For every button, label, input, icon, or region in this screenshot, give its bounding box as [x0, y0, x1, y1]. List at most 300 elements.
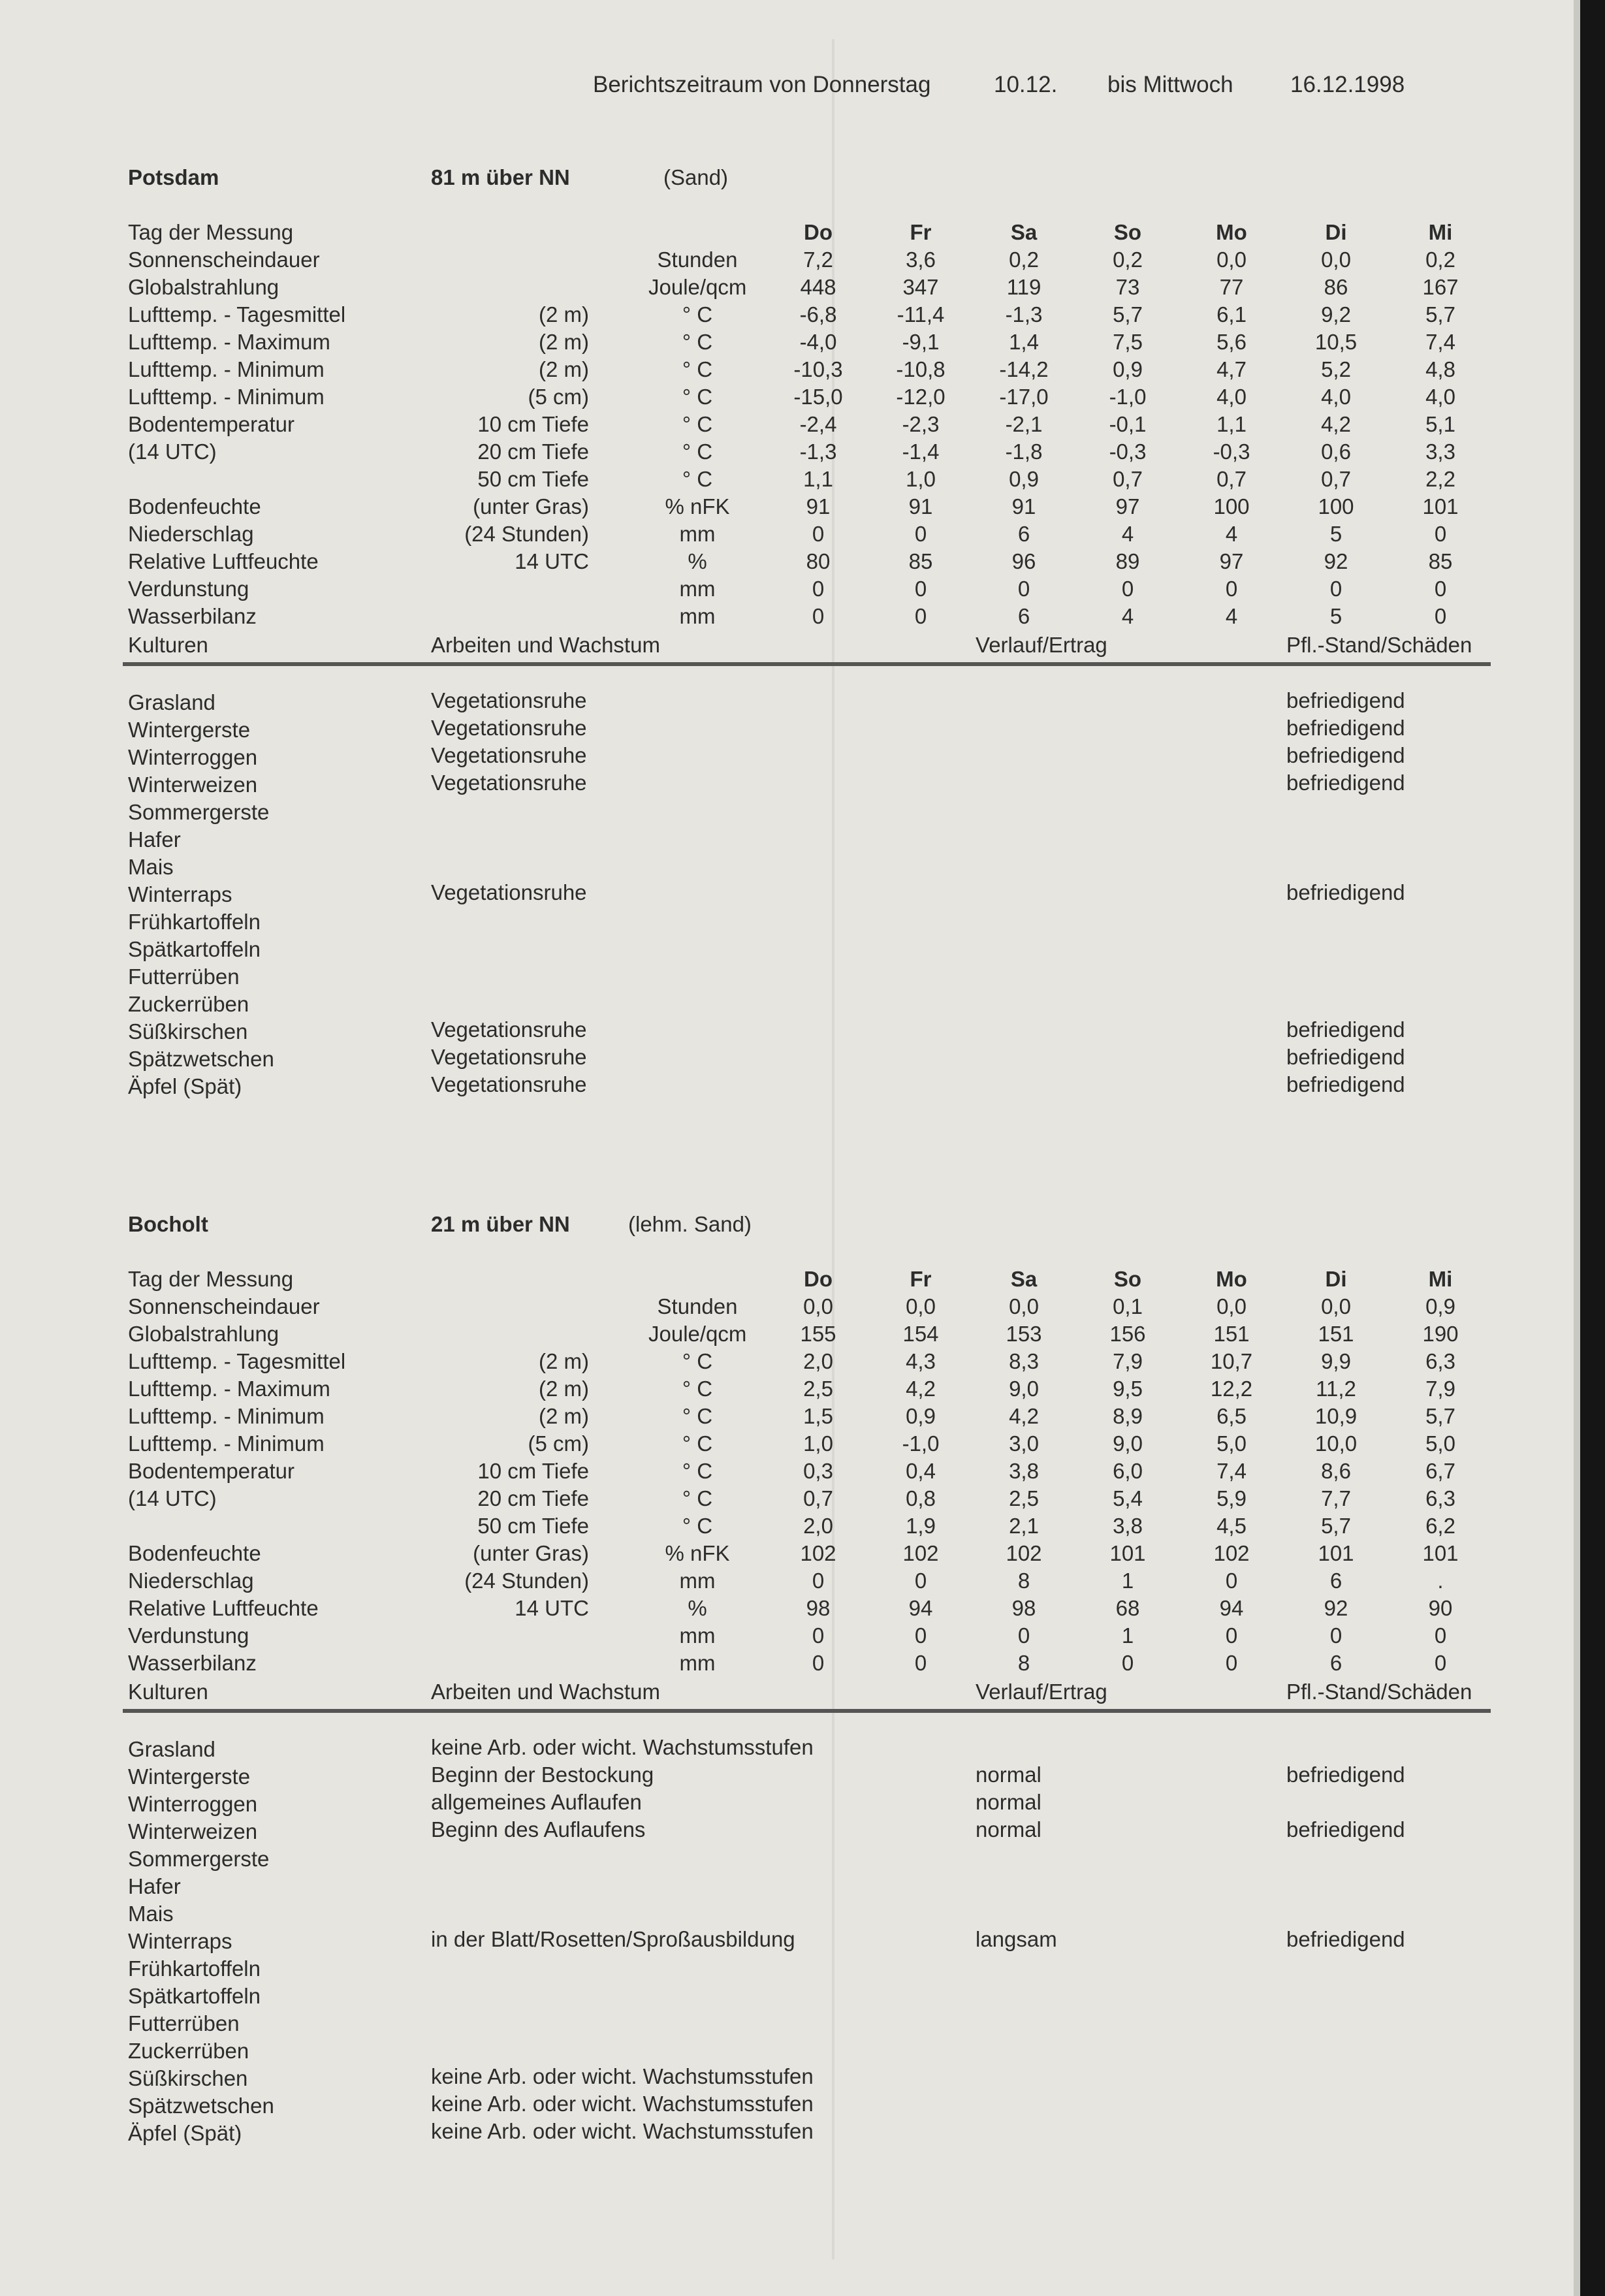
crops-col-verlauf: Verlauf/Ertrag	[976, 1680, 1107, 1704]
meteo-unit: % nFK	[665, 494, 730, 518]
meteo-value: 9,0	[1113, 1431, 1143, 1456]
meteo-value: 101	[1318, 1541, 1354, 1565]
meteo-value: 0	[1434, 1623, 1447, 1648]
station-name: Bocholt	[128, 1212, 208, 1236]
meteo-value: 5,7	[1425, 1404, 1455, 1428]
meteo-value: 0	[914, 604, 927, 628]
meteo-value: 3,8	[1009, 1459, 1039, 1483]
meteo-value: 5,2	[1321, 357, 1351, 381]
meteo-value: 5,4	[1113, 1486, 1143, 1510]
meteo-value: 0,9	[1113, 357, 1143, 381]
meteo-value: 0	[1225, 1569, 1238, 1593]
crop-work: allgemeines Auflaufen	[431, 1790, 642, 1814]
crop-name: Mais	[128, 855, 174, 879]
day-header: So	[1113, 220, 1142, 244]
meteo-unit: mm	[679, 604, 716, 628]
meteo-sublabel: (2 m)	[539, 302, 589, 327]
measure-label: Tag der Messung	[128, 220, 294, 244]
meteo-unit: ° C	[682, 1431, 713, 1456]
meteo-value: 96	[1011, 549, 1036, 573]
meteo-sublabel: (24 Stunden)	[464, 522, 589, 546]
crop-work: Vegetationsruhe	[431, 880, 587, 904]
crop-course: langsam	[976, 1927, 1057, 1951]
meteo-value: -17,0	[999, 385, 1049, 409]
meteo-value: 11,2	[1316, 1377, 1356, 1401]
meteo-unit: ° C	[682, 1349, 713, 1373]
meteo-value: 101	[1422, 1541, 1459, 1565]
meteo-unit: mm	[679, 1651, 716, 1675]
crop-name: Frühkartoffeln	[128, 910, 261, 934]
meteo-value: 167	[1422, 275, 1459, 299]
meteo-value: 8,6	[1321, 1459, 1351, 1483]
meteo-label: Sonnenscheindauer	[128, 1294, 320, 1318]
meteo-value: 1,4	[1009, 330, 1039, 354]
meteo-value: 7,2	[803, 247, 833, 272]
meteo-value: 0	[1017, 577, 1030, 601]
meteo-unit: Stunden	[657, 247, 738, 272]
meteo-label: Lufttemp. - Maximum	[128, 1377, 330, 1401]
meteo-value: -9,1	[902, 330, 940, 354]
measure-label: Tag der Messung	[128, 1267, 294, 1291]
crops-col-arbeiten: Arbeiten und Wachstum	[431, 633, 660, 657]
meteo-value: 100	[1213, 494, 1250, 518]
meteo-value: 86	[1324, 275, 1348, 299]
meteo-value: 0	[1329, 577, 1343, 601]
day-header: Mo	[1216, 220, 1247, 244]
crop-work: Vegetationsruhe	[431, 743, 587, 767]
meteo-value: 0	[1225, 1651, 1238, 1675]
meteo-label: Bodenfeuchte	[128, 494, 261, 518]
crop-work: Vegetationsruhe	[431, 1072, 587, 1096]
meteo-value: 0,0	[1216, 1294, 1247, 1318]
crop-status: befriedigend	[1286, 688, 1405, 712]
meteo-value: 0,0	[1216, 247, 1247, 272]
meteo-unit: ° C	[682, 302, 713, 327]
meteo-value: 7,9	[1425, 1377, 1455, 1401]
meteo-value: -1,8	[1005, 439, 1043, 464]
meteo-value: 5,7	[1113, 302, 1143, 327]
meteo-value: 154	[902, 1322, 939, 1346]
meteo-value: 1,0	[803, 1431, 833, 1456]
meteo-value: 8,3	[1009, 1349, 1039, 1373]
meteo-value: -10,3	[793, 357, 843, 381]
meteo-value: 0	[1121, 577, 1134, 601]
meteo-value: 6,3	[1425, 1349, 1455, 1373]
meteo-value: .	[1437, 1569, 1444, 1593]
meteo-value: 9,2	[1321, 302, 1351, 327]
meteo-value: 0	[812, 522, 825, 546]
crop-name: Wintergerste	[128, 1764, 251, 1789]
meteo-value: 94	[908, 1596, 933, 1620]
day-header: Sa	[1010, 220, 1038, 244]
station-soil: (lehm. Sand)	[628, 1212, 752, 1236]
crop-name: Winterweizen	[128, 773, 258, 797]
meteo-unit: ° C	[682, 330, 713, 354]
period-from-date: 10.12.	[994, 72, 1058, 97]
meteo-value: 4,0	[1216, 385, 1247, 409]
crop-status: befriedigend	[1286, 771, 1405, 795]
meteo-value: 0	[914, 1651, 927, 1675]
meteo-sublabel: 14 UTC	[515, 1596, 589, 1620]
meteo-value: 101	[1422, 494, 1459, 518]
meteo-value: 190	[1422, 1322, 1459, 1346]
meteo-value: 0,7	[1113, 467, 1143, 491]
station-name: Potsdam	[128, 165, 219, 189]
meteo-value: 0,9	[906, 1404, 936, 1428]
meteo-value: 6,3	[1425, 1486, 1455, 1510]
crop-status: befriedigend	[1286, 1817, 1405, 1842]
meteo-value: 7,5	[1113, 330, 1143, 354]
meteo-value: 92	[1324, 549, 1348, 573]
meteo-value: -1,4	[902, 439, 940, 464]
meteo-value: 0	[812, 1569, 825, 1593]
day-header: Di	[1325, 220, 1347, 244]
meteo-value: 0	[812, 1623, 825, 1648]
crop-name: Winterweizen	[128, 1819, 258, 1843]
meteo-unit: % nFK	[665, 1541, 730, 1565]
crop-work: Beginn des Auflaufens	[431, 1817, 646, 1842]
meteo-value: 8	[1017, 1569, 1030, 1593]
crop-name: Mais	[128, 1902, 174, 1926]
crop-name: Winterroggen	[128, 1792, 258, 1816]
meteo-value: 4,7	[1216, 357, 1247, 381]
meteo-value: 0	[914, 522, 927, 546]
meteo-value: -11,4	[897, 302, 945, 327]
meteo-value: -0,3	[1109, 439, 1147, 464]
meteo-value: 10,5	[1314, 330, 1358, 354]
meteo-value: -4,0	[799, 330, 837, 354]
crop-status: befriedigend	[1286, 743, 1405, 767]
meteo-sublabel: (2 m)	[539, 1349, 589, 1373]
crop-name: Futterrüben	[128, 965, 240, 989]
crop-work: Beginn der Bestockung	[431, 1762, 654, 1787]
meteo-label: Lufttemp. - Minimum	[128, 1404, 325, 1428]
meteo-label: Globalstrahlung	[128, 275, 279, 299]
meteo-value: 98	[806, 1596, 831, 1620]
meteo-value: -1,3	[799, 439, 837, 464]
meteo-value: 2,0	[803, 1349, 833, 1373]
meteo-value: 4,2	[1321, 412, 1351, 436]
crop-name: Grasland	[128, 1737, 215, 1761]
meteo-value: 1,0	[906, 467, 936, 491]
scan-edge	[1580, 0, 1605, 2296]
meteo-value: 0,7	[1321, 467, 1351, 491]
meteo-value: 347	[902, 275, 939, 299]
crop-name: Sommergerste	[128, 800, 270, 824]
meteo-value: 0,1	[1113, 1294, 1143, 1318]
meteo-value: 85	[908, 549, 933, 573]
meteo-label: Sonnenscheindauer	[128, 247, 320, 272]
meteo-value: -0,1	[1109, 412, 1147, 436]
crops-col-arbeiten: Arbeiten und Wachstum	[431, 1680, 660, 1704]
meteo-value: 10,9	[1314, 1404, 1358, 1428]
meteo-value: 91	[908, 494, 933, 518]
meteo-unit: ° C	[682, 467, 713, 491]
meteo-sublabel: 20 cm Tiefe	[477, 1486, 589, 1510]
meteo-label: (14 UTC)	[128, 1486, 217, 1510]
meteo-value: 102	[1213, 1541, 1250, 1565]
meteo-value: 0	[812, 1651, 825, 1675]
meteo-label: Wasserbilanz	[128, 604, 257, 628]
meteo-value: 98	[1011, 1596, 1036, 1620]
meteo-sublabel: (5 cm)	[528, 385, 589, 409]
meteo-unit: mm	[679, 522, 716, 546]
meteo-value: 5	[1329, 604, 1343, 628]
meteo-value: 0	[1434, 1651, 1447, 1675]
meteo-value: 155	[800, 1322, 836, 1346]
day-header: Mi	[1428, 220, 1453, 244]
meteo-label: Relative Luftfeuchte	[128, 1596, 319, 1620]
crop-work: Vegetationsruhe	[431, 716, 587, 740]
meteo-unit: ° C	[682, 1404, 713, 1428]
crop-work: keine Arb. oder wicht. Wachstumsstufen	[431, 2119, 814, 2143]
meteo-sublabel: (unter Gras)	[473, 1541, 589, 1565]
crop-name: Zuckerrüben	[128, 2039, 249, 2063]
meteo-value: 0,7	[803, 1486, 833, 1510]
crop-status: befriedigend	[1286, 1045, 1405, 1069]
meteo-value: 448	[800, 275, 836, 299]
meteo-label: Lufttemp. - Tagesmittel	[128, 1349, 346, 1373]
meteo-unit: Stunden	[657, 1294, 738, 1318]
crops-col-kulturen: Kulturen	[128, 633, 208, 657]
meteo-value: 0	[1434, 604, 1447, 628]
meteo-value: -1,3	[1005, 302, 1043, 327]
meteo-value: 0	[1121, 1651, 1134, 1675]
meteo-value: 0,9	[1009, 467, 1039, 491]
meteo-unit: ° C	[682, 385, 713, 409]
period-label: Berichtszeitraum von Donnerstag	[593, 72, 931, 97]
meteo-value: 156	[1109, 1322, 1146, 1346]
meteo-value: 3,3	[1425, 439, 1455, 464]
meteo-value: 5,1	[1425, 412, 1455, 436]
meteo-value: 9,5	[1113, 1377, 1143, 1401]
meteo-label: Lufttemp. - Minimum	[128, 385, 325, 409]
meteo-value: 9,0	[1009, 1377, 1039, 1401]
meteo-value: 0	[1225, 577, 1238, 601]
meteo-label: Niederschlag	[128, 522, 254, 546]
meteo-unit: ° C	[682, 439, 713, 464]
meteo-value: 0,2	[1009, 247, 1039, 272]
meteo-value: 0,7	[1216, 467, 1247, 491]
day-header: Di	[1325, 1267, 1347, 1291]
meteo-value: 0	[914, 577, 927, 601]
meteo-value: 4,0	[1321, 385, 1351, 409]
meteo-value: 1	[1121, 1623, 1134, 1648]
meteo-value: 5,0	[1216, 1431, 1247, 1456]
meteo-value: 10,0	[1314, 1431, 1358, 1456]
meteo-sublabel: 10 cm Tiefe	[477, 1459, 589, 1483]
meteo-value: 6	[1329, 1569, 1343, 1593]
meteo-value: 89	[1115, 549, 1140, 573]
meteo-value: 0,2	[1425, 247, 1455, 272]
meteo-value: 153	[1006, 1322, 1042, 1346]
meteo-unit: ° C	[682, 1459, 713, 1483]
crop-name: Wintergerste	[128, 718, 251, 742]
meteo-value: 6	[1017, 604, 1030, 628]
crop-course: normal	[976, 1817, 1041, 1842]
crop-work: keine Arb. oder wicht. Wachstumsstufen	[431, 2092, 814, 2116]
crop-work: in der Blatt/Rosetten/Sproßausbildung	[431, 1927, 795, 1951]
crop-name: Süßkirschen	[128, 1019, 248, 1044]
meteo-value: 1,1	[803, 467, 833, 491]
meteo-value: 6,1	[1216, 302, 1247, 327]
crop-status: befriedigend	[1286, 1927, 1405, 1951]
meteo-sublabel: (2 m)	[539, 357, 589, 381]
crops-divider	[123, 1709, 1491, 1713]
meteo-unit: ° C	[682, 1377, 713, 1401]
meteo-value: -0,3	[1213, 439, 1250, 464]
crop-work: Vegetationsruhe	[431, 688, 587, 712]
meteo-label: (14 UTC)	[128, 439, 217, 464]
meteo-unit: Joule/qcm	[648, 275, 747, 299]
meteo-value: 0,0	[1321, 1294, 1351, 1318]
meteo-value: 1,9	[906, 1514, 936, 1538]
meteo-label: Lufttemp. - Maximum	[128, 330, 330, 354]
meteo-value: 8	[1017, 1651, 1030, 1675]
meteo-value: 0,8	[906, 1486, 936, 1510]
meteo-value: 7,7	[1321, 1486, 1351, 1510]
period-to-label: bis Mittwoch	[1107, 72, 1233, 97]
meteo-value: 4,2	[1009, 1404, 1039, 1428]
meteo-value: 77	[1219, 275, 1244, 299]
meteo-unit: mm	[679, 1623, 716, 1648]
meteo-sublabel: 14 UTC	[515, 549, 589, 573]
meteo-value: 5,6	[1216, 330, 1247, 354]
meteo-value: 7,4	[1425, 330, 1455, 354]
meteo-label: Wasserbilanz	[128, 1651, 257, 1675]
meteo-value: 8,9	[1113, 1404, 1143, 1428]
crop-name: Hafer	[128, 1874, 181, 1898]
meteo-value: 73	[1115, 275, 1140, 299]
meteo-value: -12,0	[896, 385, 946, 409]
meteo-value: 4	[1225, 522, 1238, 546]
meteo-value: 0	[1329, 1623, 1343, 1648]
crop-status: befriedigend	[1286, 1017, 1405, 1042]
station-soil: (Sand)	[663, 165, 729, 189]
day-header: Sa	[1010, 1267, 1038, 1291]
meteo-value: 1,1	[1216, 412, 1247, 436]
meteo-sublabel: (unter Gras)	[473, 494, 589, 518]
meteo-value: 6,5	[1216, 1404, 1247, 1428]
meteo-value: -15,0	[793, 385, 843, 409]
crop-name: Winterraps	[128, 1929, 232, 1953]
meteo-label: Bodentemperatur	[128, 412, 294, 436]
meteo-value: 4,3	[906, 1349, 936, 1373]
meteo-unit: %	[688, 1596, 707, 1620]
meteo-value: 97	[1115, 494, 1140, 518]
meteo-label: Verdunstung	[128, 577, 249, 601]
crop-work: Vegetationsruhe	[431, 1045, 587, 1069]
meteo-unit: ° C	[682, 412, 713, 436]
meteo-value: -14,2	[999, 357, 1049, 381]
meteo-value: 5,9	[1216, 1486, 1247, 1510]
crop-name: Frühkartoffeln	[128, 1956, 261, 1981]
meteo-value: 12,2	[1210, 1377, 1253, 1401]
crop-name: Zuckerrüben	[128, 992, 249, 1016]
meteo-value: 0,9	[1425, 1294, 1455, 1318]
meteo-value: 91	[806, 494, 831, 518]
meteo-value: 4	[1121, 522, 1134, 546]
day-header: Do	[804, 220, 833, 244]
station-altitude: 21 m über NN	[431, 1212, 570, 1236]
day-header: Mi	[1428, 1267, 1453, 1291]
meteo-value: 6,2	[1425, 1514, 1455, 1538]
crop-name: Winterroggen	[128, 745, 258, 769]
crop-name: Spätkartoffeln	[128, 937, 261, 961]
meteo-value: 0,3	[803, 1459, 833, 1483]
meteo-sublabel: 50 cm Tiefe	[477, 1514, 589, 1538]
crop-work: keine Arb. oder wicht. Wachstumsstufen	[431, 2064, 814, 2088]
meteo-value: 3,6	[906, 247, 936, 272]
station-altitude: 81 m über NN	[431, 165, 570, 189]
crop-name: Süßkirschen	[128, 2066, 248, 2090]
crop-name: Grasland	[128, 690, 215, 714]
meteo-label: Globalstrahlung	[128, 1322, 279, 1346]
meteo-unit: ° C	[682, 357, 713, 381]
crop-name: Futterrüben	[128, 2011, 240, 2035]
crops-divider	[123, 662, 1491, 666]
meteo-value: 4,2	[906, 1377, 936, 1401]
meteo-value: 3,0	[1009, 1431, 1039, 1456]
meteo-sublabel: (2 m)	[539, 1404, 589, 1428]
meteo-value: 100	[1318, 494, 1354, 518]
meteo-unit: mm	[679, 577, 716, 601]
meteo-value: 91	[1011, 494, 1036, 518]
meteo-value: -2,4	[799, 412, 837, 436]
meteo-value: 151	[1318, 1322, 1354, 1346]
meteo-value: 102	[1006, 1541, 1042, 1565]
meteo-label: Bodenfeuchte	[128, 1541, 261, 1565]
meteo-value: 102	[800, 1541, 836, 1565]
crop-status: befriedigend	[1286, 880, 1405, 904]
meteo-unit: ° C	[682, 1514, 713, 1538]
meteo-value: 0	[914, 1623, 927, 1648]
meteo-value: 1,5	[803, 1404, 833, 1428]
crop-name: Äpfel (Spät)	[128, 2121, 242, 2145]
crop-name: Äpfel (Spät)	[128, 1074, 242, 1098]
meteo-value: 2,5	[803, 1377, 833, 1401]
meteo-value: 5,7	[1425, 302, 1455, 327]
meteo-value: 0	[1434, 522, 1447, 546]
meteo-value: -1,0	[1109, 385, 1147, 409]
meteo-label: Niederschlag	[128, 1569, 254, 1593]
meteo-value: -2,1	[1005, 412, 1043, 436]
meteo-value: 0	[1225, 1623, 1238, 1648]
meteo-value: 4,8	[1425, 357, 1455, 381]
meteo-value: 92	[1324, 1596, 1348, 1620]
crop-status: befriedigend	[1286, 716, 1405, 740]
meteo-value: 6,0	[1113, 1459, 1143, 1483]
meteo-label: Relative Luftfeuchte	[128, 549, 319, 573]
meteo-value: 4,0	[1425, 385, 1455, 409]
crop-work: Vegetationsruhe	[431, 1017, 587, 1042]
meteo-value: 2,2	[1425, 467, 1455, 491]
day-header: Fr	[910, 1267, 932, 1291]
meteo-value: -2,3	[902, 412, 940, 436]
meteo-value: 5,7	[1321, 1514, 1351, 1538]
meteo-value: 6	[1017, 522, 1030, 546]
crop-status: befriedigend	[1286, 1072, 1405, 1096]
crops-col-kulturen: Kulturen	[128, 1680, 208, 1704]
day-header: Mo	[1216, 1267, 1247, 1291]
meteo-value: 0	[1434, 577, 1447, 601]
meteo-label: Lufttemp. - Minimum	[128, 1431, 325, 1456]
meteo-unit: ° C	[682, 1486, 713, 1510]
meteo-value: 101	[1109, 1541, 1146, 1565]
meteo-value: 6	[1329, 1651, 1343, 1675]
meteo-value: 80	[806, 549, 831, 573]
meteo-value: 85	[1428, 549, 1453, 573]
